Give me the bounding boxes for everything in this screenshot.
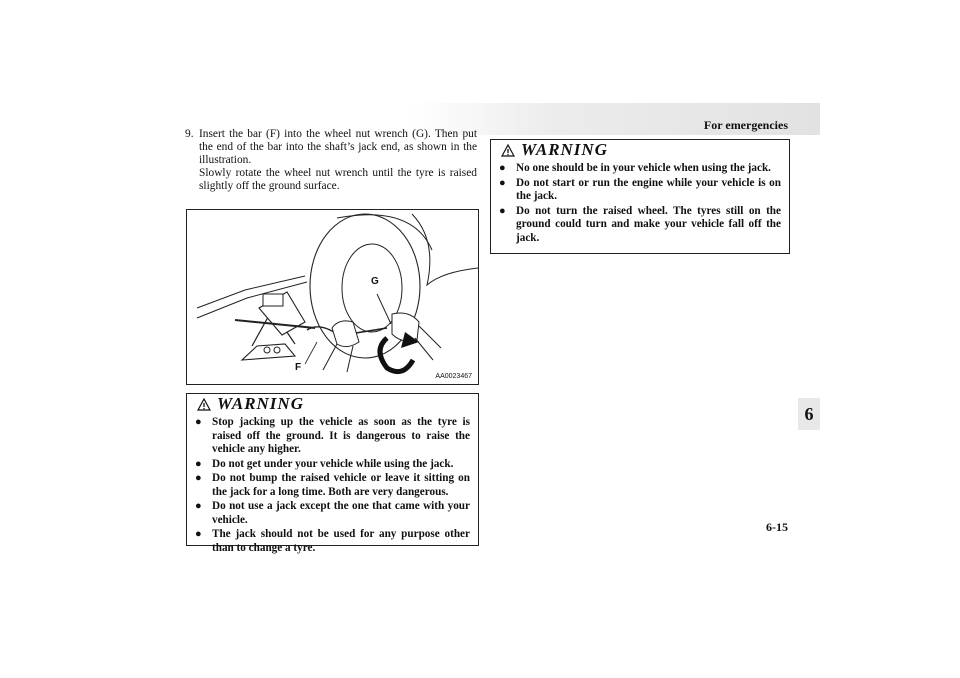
jack-illustration [186, 209, 479, 385]
warning-list [187, 416, 478, 560]
warning-triangle-icon [501, 144, 515, 157]
figure-label-f: F [295, 362, 302, 373]
figure-label-g: G [371, 276, 379, 287]
step-text-1: Insert the bar (F) into the wheel nut wrench (G). Then put the end of the bar into the shaft’s jack end, as shown in the illustration. [199, 128, 477, 166]
warning-item: ● The jack should not be used for any purpose other than to change a tyre. [195, 528, 470, 554]
section-title: For emergencies [703, 118, 788, 132]
warning-box-left [186, 393, 479, 554]
step-number: 9. [185, 128, 194, 140]
warning-triangle-icon [197, 398, 211, 411]
warning-item: ● Do not start or run the engine while your vehicle is on the jack. [499, 176, 781, 202]
warning-list [491, 162, 789, 250]
warning-item: ● No one should be in your vehicle when using the jack. [499, 162, 771, 174]
chapter-tab: 6 [798, 398, 820, 430]
bullet-icon: ● [499, 162, 506, 174]
warning-item: ● Do not turn the raised wheel. The tyres still on the ground could turn and make your vehicle fall off the jack. [499, 204, 781, 244]
bullet-icon: ● [195, 457, 202, 470]
jack-drawing [187, 210, 478, 384]
warning-item: ● Stop jacking up the vehicle as soon as the tyre is raised off the ground. It is dangerous to raise the vehicle any higher. [195, 416, 470, 455]
step-text-2: Slowly rotate the wheel nut wrench until the tyre is raised slightly off the ground surface. [199, 167, 477, 192]
bullet-icon: ● [499, 204, 506, 217]
warning-item: ● Do not use a jack except the one that came with your vehicle. [195, 500, 470, 526]
page-number: 6-15 [766, 520, 788, 534]
bullet-icon: ● [195, 416, 202, 428]
bullet-icon: ● [195, 472, 202, 484]
bullet-icon: ● [195, 528, 202, 540]
warning-box-right [490, 139, 790, 254]
warning-item: ● Do not get under your vehicle while using the jack. [195, 457, 454, 470]
warning-title: WARNING [521, 140, 608, 159]
bullet-icon: ● [499, 176, 506, 189]
step-9 [185, 128, 477, 193]
warning-title: WARNING [217, 394, 304, 413]
figure-code: AA0023467 [435, 373, 472, 380]
bullet-icon: ● [195, 500, 202, 512]
warning-item: ● Do not bump the raised vehicle or leave it sitting on the jack for a long time. Both are very dangerous. [195, 472, 470, 498]
